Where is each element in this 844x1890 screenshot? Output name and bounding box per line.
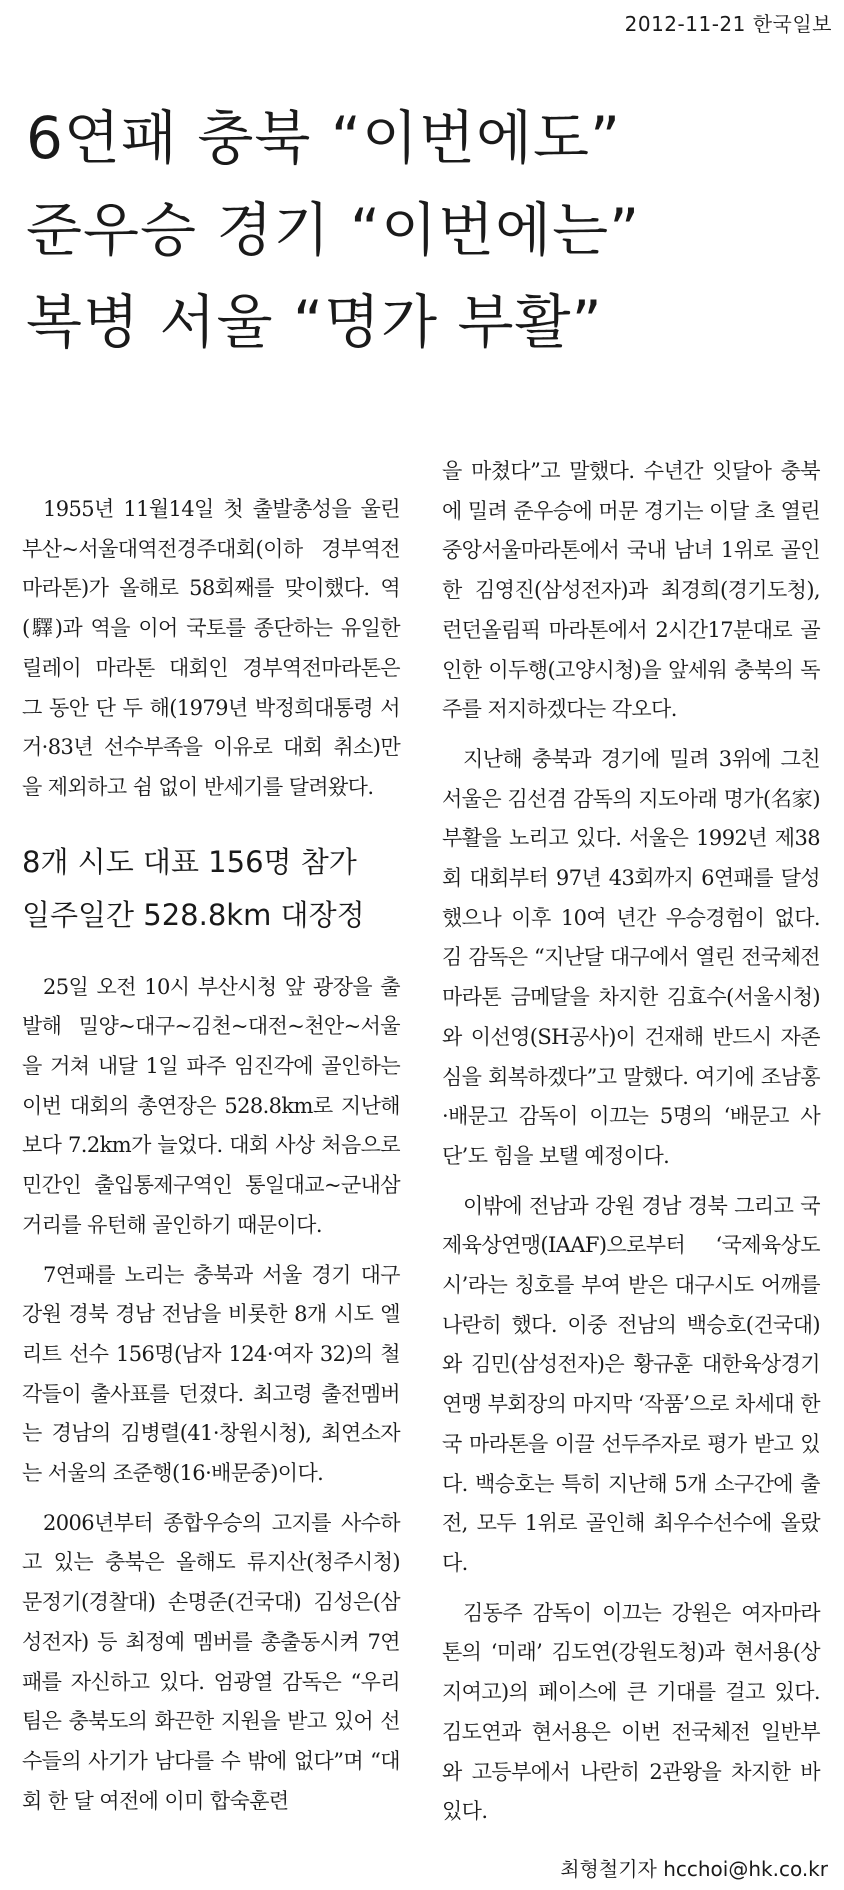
article-column-right (442, 452, 820, 1842)
paragraph-intro: 1955년 11월14일 첫 출발총성을 울린 부산~서울대역전경주대회(이하 경부역전마라톤)가 올해로 58회째를 맞이했다. 역(驛)과 역을 이어 국토를 종단하는 유일한 릴레이 마라톤 대회인 경부역전마라톤은 그 동안 단 두 해(1979년 박정희대통령 서거·83년 선수부족을 이유로 대회 취소)만을 제외하고 쉼 없이 반세기를 달려왔다. (22, 497, 400, 799)
publication-meta (625, 8, 832, 37)
paragraph-gyeonggi: 을 마쳤다”고 말했다. 수년간 잇달아 충북에 밀려 준우승에 머문 경기는 이달 초 열린 중앙서울마라톤에서 국내 남녀 1위로 골인한 김영진(삼성전자)과 최경희(경기도청), 런던올림픽 마라톤에서 2시간17분대로 골인한 이두행(고양시청)을 앞세워 충북의 독주를 저지하겠다는 각오다. (442, 459, 820, 722)
publication-date: 2012-11-21 (624, 12, 746, 36)
article-column-left (22, 490, 400, 1831)
subheading (22, 836, 400, 942)
paragraph-gangwon: 김동주 감독이 이끄는 강원은 여자마라톤의 ‘미래’ 김도연(강원도청)과 현서용(상지여고)의 페이스에 큰 기대를 걸고 있다. 김도연과 현서용은 이번 전국체전 일반부와 고등부에서 나란히 2관왕을 차지한 바 있다. (442, 1600, 820, 1824)
paragraph-others: 이밖에 전남과 강원 경남 경북 그리고 국제육상연맹(IAAF)으로부터 ‘국제육상도시’라는 칭호를 부여 받은 대구시도 어깨를 나란히 했다. 이중 전남의 백승호(건국대)와 김민(삼성전자)은 황규훈 대한육상경기연맹 부회장의 마지막 ‘작품’으로 차세대 한국 마라톤을 이끌 선두주자로 평가 받고 있다. 백승호는 특히 지난해 5개 소구간에 출전, 모두 1위로 골인해 최우수선수에 올랐다. (442, 1193, 820, 1575)
publication-source: 한국일보 (752, 12, 832, 36)
subheading-line-1: 8개 시도 대표 156명 참가 (22, 844, 357, 879)
paragraph-chungbuk: 2006년부터 종합우승의 고지를 사수하고 있는 충북은 올해도 류지산(청주시청) 문정기(경찰대) 손명준(건국대) 김성은(삼성전자) 등 최정예 멤버를 총출동시켜 7연패를 자신하고 있다. 엄광열 감독은 “우리 팀은 충북도의 화끈한 지원을 받고 있어 선수들의 사기가 남다를 수 밖에 없다”며 “대회 한 달 여전에 이미 합숙훈련 (22, 1510, 400, 1813)
headline-line-2: 준우승 경기 “이번에는” (26, 196, 641, 264)
headline-line-3: 복병 서울 “명가 부활” (26, 288, 603, 356)
subheading-line-2: 일주일간 528.8km 대장정 (22, 897, 365, 932)
paragraph-route: 25일 오전 10시 부산시청 앞 광장을 출발해 밀양~대구~김천~대전~천안~서울을 거쳐 내달 1일 파주 임진각에 골인하는 이번 대회의 총연장은 528.8km로 지난해보다 7.2km가 늘었다. 대회 사상 처음으로 민간인 출입통제구역인 통일대교~군내삼거리를 유턴해 골인하기 때문이다. (22, 974, 401, 1237)
paragraph-participants: 7연패를 노리는 충북과 서울 경기 대구 강원 경북 경남 전남을 비롯한 8개 시도 엘리트 선수 156명(남자 124·여자 32)의 철각들이 출사표를 던졌다. 최고령 출전멤버는 경남의 김병렬(41·창원시청), 최연소자는 서울의 조준행(16·배문중)이다. (22, 1262, 400, 1486)
headline (26, 92, 826, 368)
byline: 최형철기자 hcchoi@hk.co.kr (560, 1857, 828, 1881)
paragraph-seoul: 지난해 충북과 경기에 밀려 3위에 그친 서울은 김선겸 감독의 지도아래 명가(名家)부활을 노리고 있다. 서울은 1992년 제38회 대회부터 97년 43회까지 6연패를 달성했으나 이후 10여 년간 우승경험이 없다. 김 감독은 “지난달 대구에서 열린 전국체전 마라톤 금메달을 차지한 김효수(서울시청)와 이선영(SH공사)이 건재해 반드시 자존심을 회복하겠다”고 말했다. 여기에 조남홍·배문고 감독이 이끄는 5명의 ‘배문고 사단’도 힘을 보탤 예정이다. (442, 746, 820, 1168)
headline-line-1: 6연패 충북 “이번에도” (26, 104, 622, 172)
